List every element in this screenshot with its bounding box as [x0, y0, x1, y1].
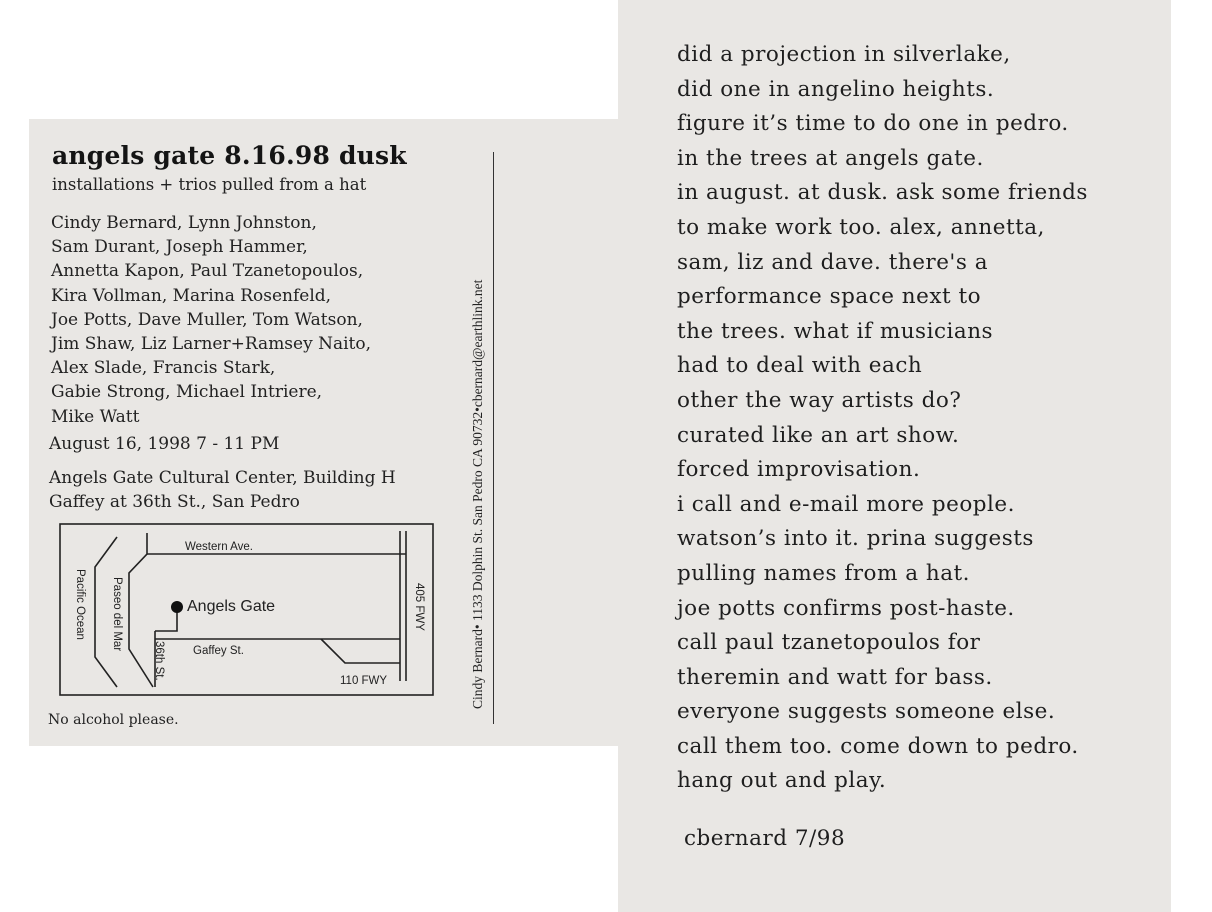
map-label-pacific-ocean: Pacific Ocean	[74, 569, 86, 640]
statement-line: performance space next to	[677, 284, 982, 310]
location-map	[59, 523, 435, 697]
map-label-angels-gate: Angels Gate	[187, 598, 276, 615]
statement-line: watson’s into it. prina suggests	[677, 526, 1034, 552]
statement-line: other the way artists do?	[677, 387, 962, 413]
statement-line: call paul tzanetopoulos for	[677, 630, 981, 656]
map-label-110-fwy: 110 FWY	[340, 675, 388, 687]
statement-line: i call and e-mail more people.	[677, 491, 1015, 517]
statement-line: figure it’s time to do one in pedro.	[677, 111, 1069, 137]
map-label-gaffey-st: Gaffey St.	[193, 645, 244, 657]
angels-gate-marker	[171, 601, 183, 613]
map-label-western-ave: Western Ave.	[185, 541, 253, 553]
statement-line: in the trees at angels gate.	[677, 145, 984, 171]
no-alcohol-note: No alcohol please.	[48, 712, 179, 728]
statement-line: did one in angelino heights.	[677, 76, 995, 102]
map-label-36th-st: 36th St.	[153, 641, 165, 681]
artist-line: Sam Durant, Joseph Hammer,	[51, 237, 308, 258]
event-address: Gaffey at 36th St., San Pedro	[49, 492, 300, 512]
artist-line: Joe Potts, Dave Muller, Tom Watson,	[51, 309, 363, 330]
statement-text	[677, 38, 1088, 799]
statement-line: in august. at dusk. ask some friends	[677, 180, 1088, 206]
artist-line: Gabie Strong, Michael Intriere,	[51, 382, 323, 403]
event-date-time: August 16, 1998 7 - 11 PM	[49, 434, 280, 454]
statement-line: call them too. come down to pedro.	[677, 733, 1079, 759]
artist-line: Jim Shaw, Liz Larner+Ramsey Naito,	[51, 334, 372, 355]
invitation-card-front	[29, 119, 619, 746]
statement-line: pulling names from a hat.	[677, 560, 971, 586]
statement-line: had to deal with each	[677, 353, 923, 379]
statement-line: forced improvisation.	[677, 457, 921, 483]
statement-line: everyone suggests someone else.	[677, 699, 1056, 725]
artist-list	[51, 211, 371, 429]
invitation-title: angels gate 8.16.98 dusk	[52, 141, 407, 170]
statement-line: joe potts confirms post-haste.	[677, 595, 1015, 621]
artist-line: Cindy Bernard, Lynn Johnston,	[51, 213, 317, 233]
artist-line: Mike Watt	[51, 406, 140, 427]
map-label-paseo-del-mar: Paseo del Mar	[111, 577, 123, 652]
statement-line: hang out and play.	[677, 768, 887, 794]
statement-line: curated like an art show.	[677, 422, 960, 448]
statement-card	[618, 0, 1171, 912]
event-venue: Angels Gate Cultural Center, Building H	[49, 468, 396, 488]
statement-line: sam, liz and dave. there's a	[677, 249, 989, 275]
artist-line: Kira Vollman, Marina Rosenfeld,	[51, 285, 332, 306]
return-address-rule	[493, 152, 494, 724]
map-label-405-fwy: 405 FWY	[413, 583, 425, 631]
statement-line: to make work too. alex, annetta,	[677, 214, 1045, 240]
invitation-subtitle: installations + trios pulled from a hat	[52, 175, 367, 194]
artist-line: Annetta Kapon, Paul Tzanetopoulos,	[51, 261, 364, 282]
signature: cbernard 7/98	[684, 826, 846, 851]
statement-line: theremin and watt for bass.	[677, 664, 993, 690]
statement-line: the trees. what if musicians	[677, 318, 994, 344]
return-address: Cindy Bernard• 1133 Dolphin St. San Pedro CA 90732•cbernard@earthlink.net	[470, 279, 485, 709]
artist-line: Alex Slade, Francis Stark,	[51, 358, 276, 379]
statement-line: did a projection in silverlake,	[677, 42, 1011, 67]
